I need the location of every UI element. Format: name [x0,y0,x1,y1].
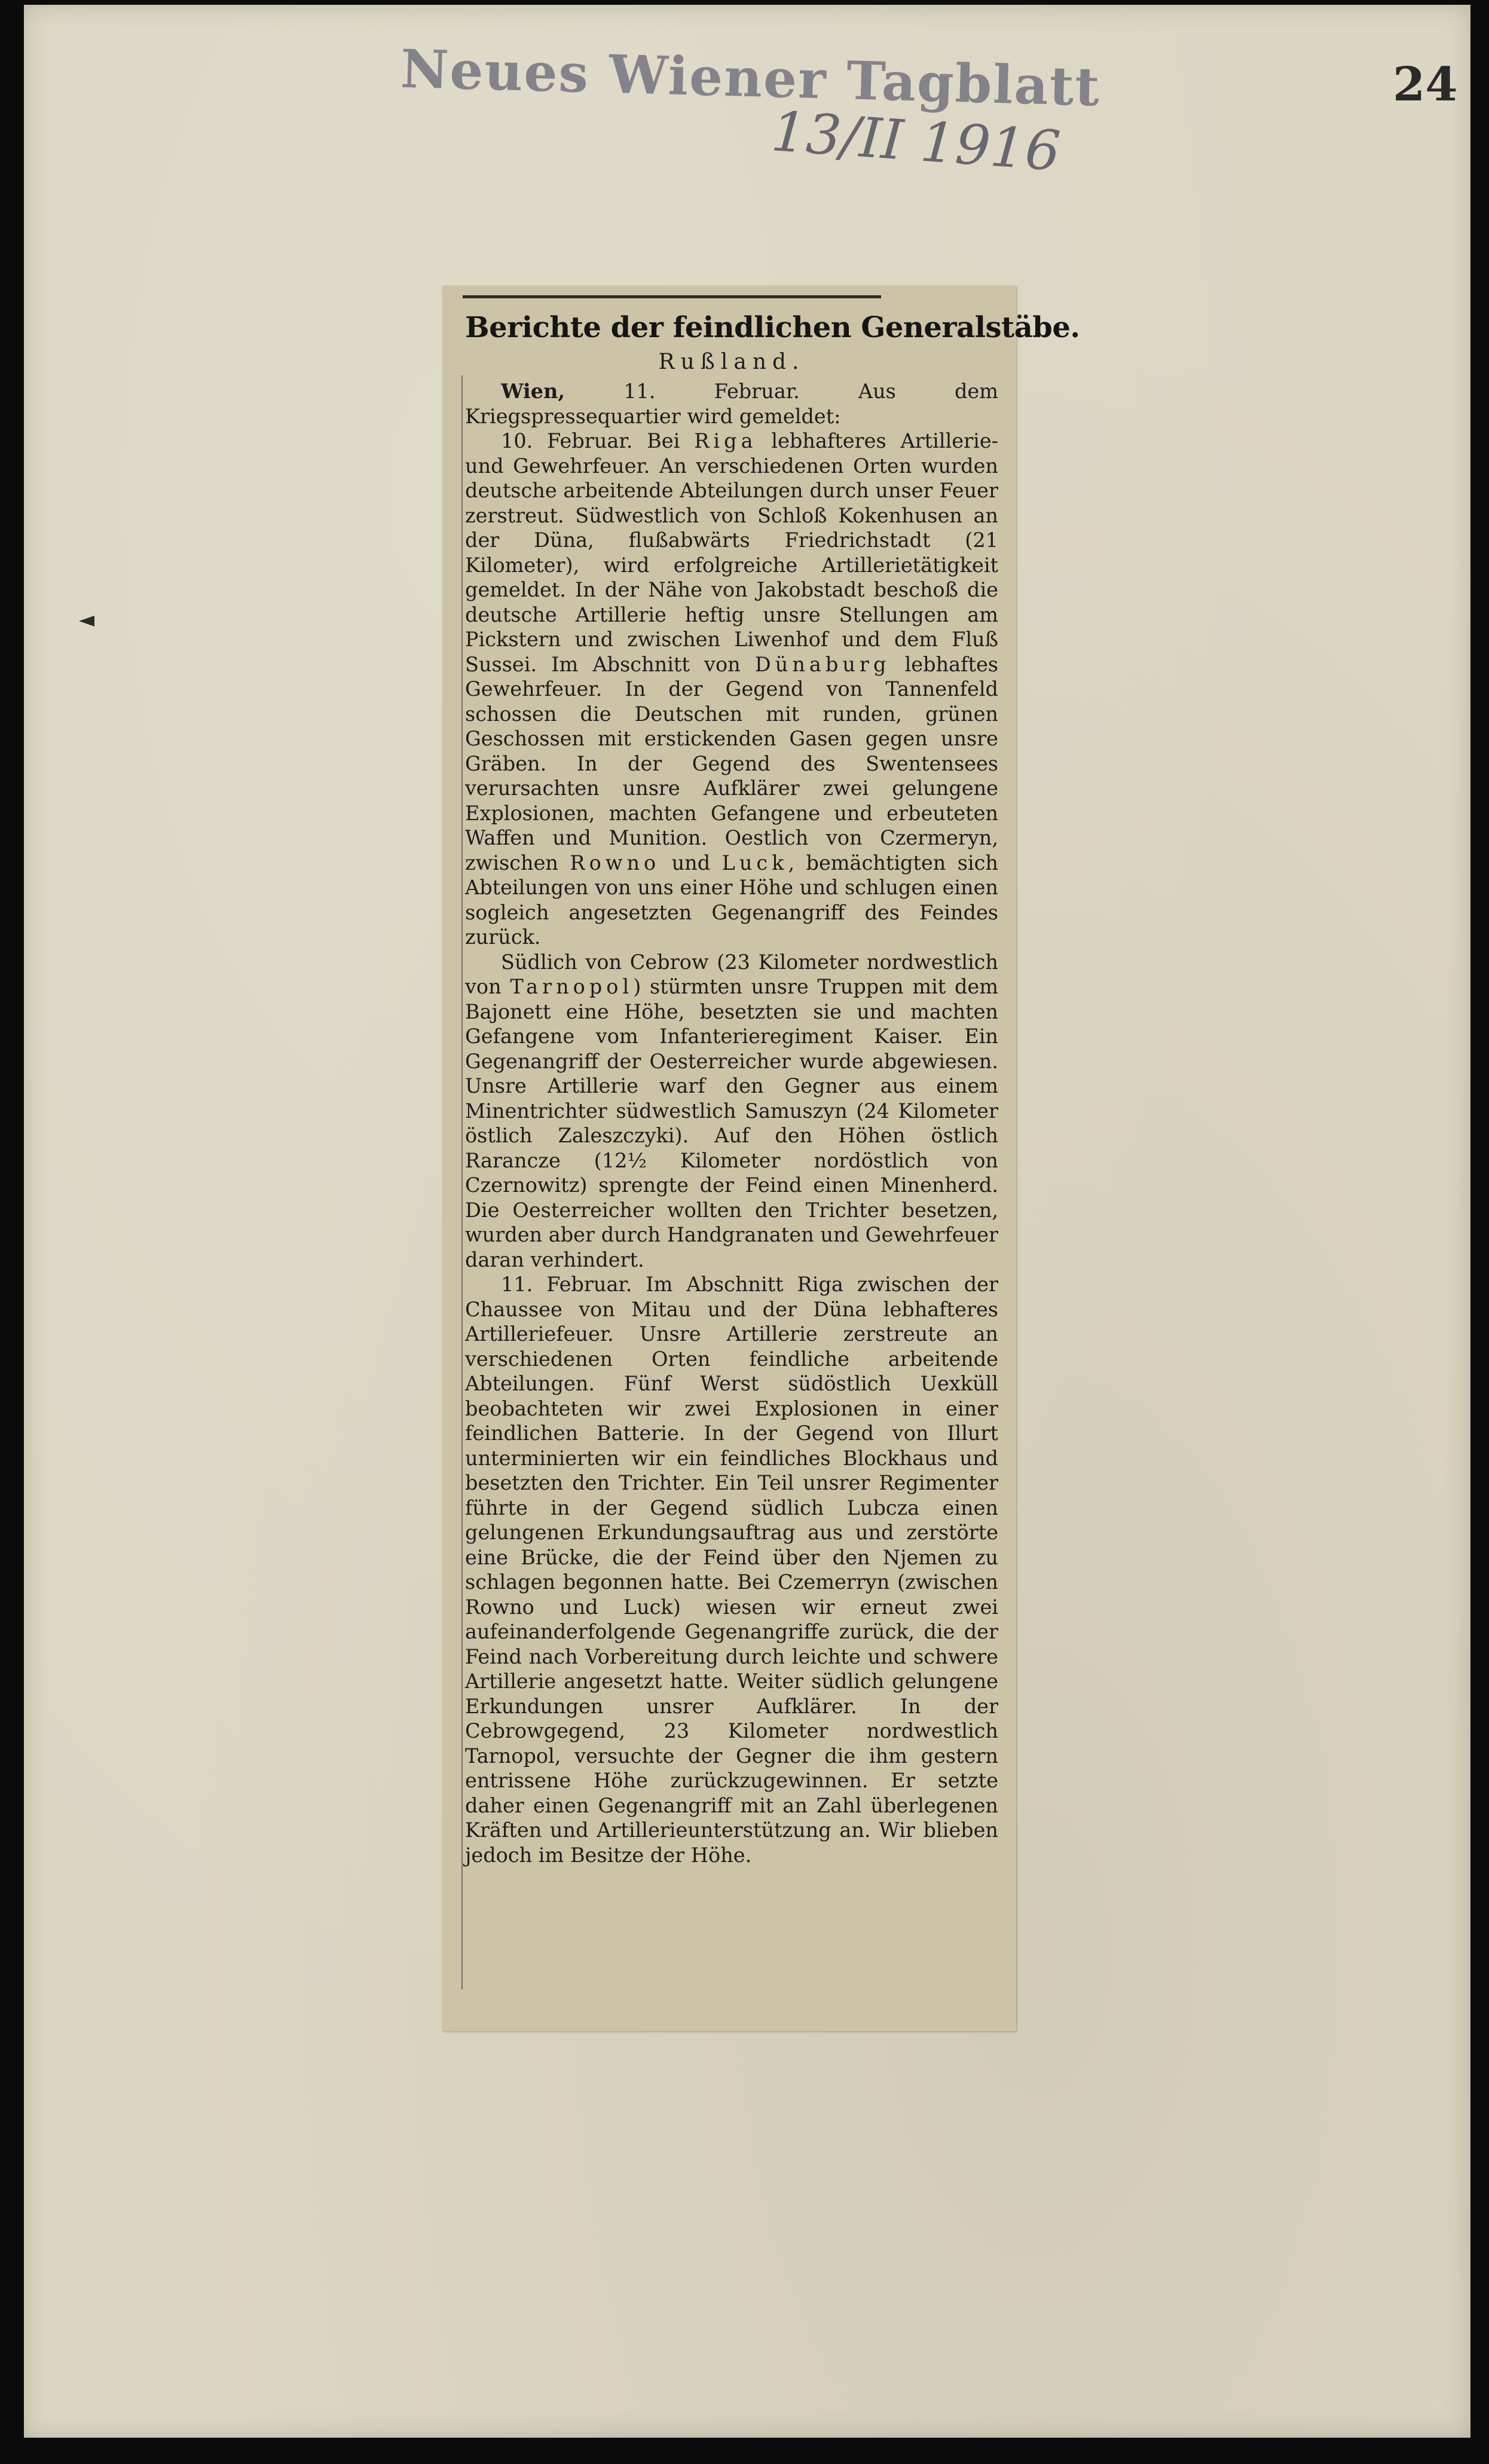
place-luck: Luck [721,851,788,875]
clipping-torn-edge [442,2013,1016,2031]
report-paragraph-3: 11. Februar. Im Abschnitt Riga zwischen der Chaussee von Mitau und der Düna lebhafteres Artilleriefeuer. Unsre Artillerie zerstreute an verschiedenen Orten feindliche arbeitende Abteilungen. Fünf Werst südöstlich Uexküll beobachteten wir zwei Explosionen in einer feindlichen Batterie. In der Gegend von Illurt unterminierten wir ein feindliches Blockhaus und besetzten den Trichter. Ein Teil unsrer Regimenter führte in der Gegend südlich Lubcza einen gelungenen Erkundungsauftrag aus und zerstörte eine Brücke, die der Feind über den Njemen zu schlagen begonnen hatte. Bei Czemerryn (zwischen Rowno und Luck) wiesen wir erneut zwei aufeinanderfolgende Gegenangriffe zurück, die der Feind nach Vorbereitung durch leichte und schwere Artillerie angesetzt hatte. Weiter südlich gelungene Erkundungen unsrer Aufklärer. In der Cebrowgegend, 23 Kilometer nordwestlich Tarnopol, versuchte der Gegner die ihm gestern entrissene Höhe zurückzugewinnen. Er setzte daher einen Gegenangriff mit an Zahl überlegenen Kräften und Artillerieunterstützung an. Wir blieben jedoch im Besitze der Höhe. [465,1273,998,1867]
place-riga: Riga [694,429,757,453]
report-paragraph-1 [465,429,998,950]
margin-arrow-mark [79,616,94,626]
p2-text-a: Südlich von Cebrow (23 Kilometer nordwestlich von [465,950,998,998]
article-headline: Berichte der feindlichen Generalstäbe. [465,311,1080,344]
p1-text-a: 10. Februar. Bei [501,429,695,453]
report-paragraph-2 [465,950,998,1273]
top-rule [463,295,881,298]
dateline-place: Wien, [501,380,565,403]
page-number: 24 [1393,57,1458,112]
newspaper-clipping [442,286,1080,2031]
dateline-paragraph [465,379,998,429]
p1-text-e: , bemächtigten sich Abteilungen von uns einer Höhe und schlugen einen sogleich angesetzten Gegenangriff des Feindes zurück. [465,851,998,949]
dateline-text: 11. Februar. Aus dem Kriegspressequartier wird gemeldet: [465,380,998,428]
p1-text-c: lebhaftes Gewehrfeuer. In der Gegend von Tannenfeld schossen die Deutschen mit runden, grünen Geschossen mit erstickenden Gasen gegen unsre Gräben. In der Gegend des Swentensees verursachten unsre Aufklärer zwei gelungene Explosionen, machten Gefangene und erbeuteten Waffen und Munition. Oestlich von Czermeryn, zwischen [465,652,998,875]
section-title: Rußland. [658,350,805,374]
p2-text-b: ) stürmten unsre Truppen mit dem Bajonett eine Höhe, besetzten sie und machten Gefangene vom Infanterieregiment Kaiser. Ein Gegenangriff der Oesterreicher wurde abgewiesen. Unsre Artillerie warf den Gegner aus einem Minentrichter südwestlich Samuszyn (24 Kilometer östlich Zaleszczyki). Auf den Höhen östlich Rarancze (12½ Kilometer nordöstlich von Czernowitz) sprengte der Feind einen Minenherd. Die Oesterreicher wollten den Trichter besetzen, wurden aber durch Handgranaten und Gewehrfeuer daran verhindert. [465,975,998,1271]
place-rowno: Rowno [570,851,661,875]
archive-sheet [24,5,1470,2438]
place-tarnopol: Tarnopol [510,975,634,998]
p1-text-b: lebhafteres Artillerie- und Gewehrfeuer. An verschiedenen Orten wurden deutsche arbeitende Abteilungen durch unser Feuer zerstreut. Südwestlich von Schloß Kokenhusen an der Düna, flußabwärts Friedrichstadt (21 Kilometer), wird erfolgreiche Artillerietätigkeit gemeldet. In der Nähe von Jakobstadt beschoß die deutsche Artillerie heftig unsre Stellungen am Pickstern und zwischen Liwenhof und dem Fluß Sussei. Im Abschnitt von [465,429,998,676]
column-rule [461,375,463,1989]
handwritten-date: 13/II 1916 [769,99,1063,184]
newspaper-name-stamp: Neues Wiener Tagblatt [399,37,1102,118]
place-dunaburg: Dünaburg [754,652,891,676]
p1-text-d: und [660,851,722,875]
